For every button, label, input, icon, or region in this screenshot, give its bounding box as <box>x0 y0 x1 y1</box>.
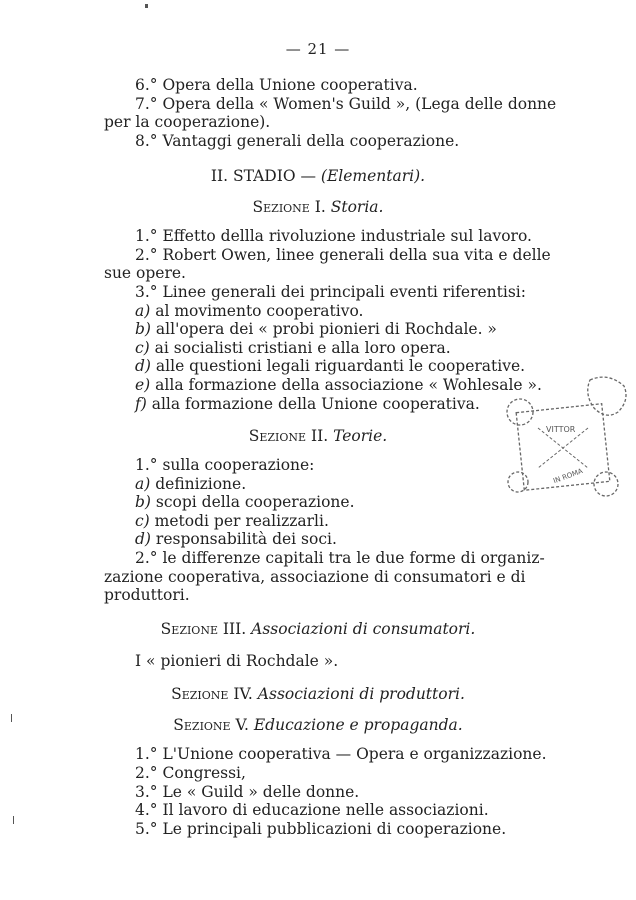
s2-item-1: 1.° sulla cooperazione: <box>135 456 315 474</box>
sub-text: metodi per realizzarli. <box>149 512 329 530</box>
scan-speck <box>13 816 14 824</box>
section-3-title: Associazioni di consumatori. <box>251 620 476 638</box>
scan-speck <box>145 4 148 8</box>
sub-text: al movimento cooperativo. <box>150 302 364 320</box>
s1-item-3: 3.° Linee generali dei principali eventi riferentisi: <box>135 283 526 301</box>
sub-text: definizione. <box>150 475 247 493</box>
item-6: 6.° Opera della Unione cooperativa. <box>135 76 418 94</box>
s5-item-5: 5.° Le principali pubblicazioni di cooperazione. <box>135 820 507 838</box>
sub-letter: f) <box>135 395 147 413</box>
s2-item-2-line2: zazione cooperativa, associazione di consumatori e di <box>104 568 526 586</box>
section-1-title: Storia. <box>330 198 384 216</box>
section-2-title: Teorie. <box>333 427 388 445</box>
s5-item-3: 3.° Le « Guild » delle donne. <box>135 783 360 801</box>
sub-text: alla formazione della associazione « Wohlesale ». <box>150 376 542 394</box>
section-4-label: Sezione IV. <box>171 685 258 703</box>
sub-letter: e) <box>135 376 151 394</box>
section-3-label: Sezione III. <box>160 620 252 638</box>
s1-sub-e <box>135 376 542 394</box>
stamp-text-top: VITTOR <box>546 425 576 434</box>
sub-letter: c) <box>135 339 150 357</box>
section-1-heading <box>0 198 636 216</box>
sub-text: responsabilità dei soci. <box>150 530 337 548</box>
sub-letter: b) <box>135 320 151 338</box>
section-4-heading <box>0 685 636 703</box>
s2-sub-d <box>135 530 337 548</box>
item-7-line2: per la cooperazione). <box>104 113 271 131</box>
sub-text: ai socialisti cristiani e alla loro opera. <box>149 339 451 357</box>
stadio-sub: (Elementari). <box>320 167 426 185</box>
s1-item-2-line1: 2.° Robert Owen, linee generali della sua vita e delle <box>135 246 551 264</box>
s2-sub-a <box>135 475 246 493</box>
sub-letter: a) <box>135 475 151 493</box>
s1-sub-a <box>135 302 363 320</box>
library-stamp <box>498 368 630 508</box>
sub-letter: a) <box>135 302 151 320</box>
s2-sub-b <box>135 493 355 511</box>
s1-sub-f <box>135 395 480 413</box>
section-2-label: Sezione II. <box>248 427 334 445</box>
item-7-line1: 7.° Opera della « Women's Guild », (Lega delle donne <box>135 95 557 113</box>
s5-item-4: 4.° Il lavoro di educazione nelle associazioni. <box>135 801 489 819</box>
s1-sub-b <box>135 320 497 338</box>
s1-item-2-line2: sue opere. <box>104 264 186 282</box>
sub-letter: d) <box>135 357 151 375</box>
sub-text: alla formazione della Unione cooperativa. <box>146 395 480 413</box>
s1-item-1: 1.° Effetto dellla rivoluzione industriale sul lavoro. <box>135 227 532 245</box>
section-5-title: Educazione e propaganda. <box>253 716 463 734</box>
item-8: 8.° Vantaggi generali della cooperazione. <box>135 132 460 150</box>
s5-item-2: 2.° Congressi, <box>135 764 246 782</box>
sub-text: alle questioni legali riguardanti le cooperative. <box>150 357 526 375</box>
sub-letter: b) <box>135 493 151 511</box>
stamp-text-bottom: IN ROMA <box>552 467 584 486</box>
s5-item-1: 1.° L'Unione cooperativa — Opera e organizzazione. <box>135 745 547 763</box>
section-5-heading <box>0 716 636 734</box>
sub-text: scopi della cooperazione. <box>150 493 355 511</box>
sub-text: all'opera dei « probi pionieri di Rochdale. » <box>150 320 497 338</box>
stadio-heading <box>0 167 636 185</box>
sub-letter: d) <box>135 530 151 548</box>
scan-speck <box>11 714 12 722</box>
s1-sub-c <box>135 339 451 357</box>
section-1-label: Sezione I. <box>252 198 331 216</box>
s2-sub-c <box>135 512 329 530</box>
s1-sub-d <box>135 357 525 375</box>
section-5-label: Sezione V. <box>173 716 254 734</box>
stamp-icon <box>498 368 630 508</box>
page-number: — 21 — <box>285 40 351 58</box>
sub-letter: c) <box>135 512 150 530</box>
stadio-label: II. STADIO — <box>210 167 321 185</box>
s2-item-2-line3: produttori. <box>104 586 190 604</box>
pionieri-line: I « pionieri di Rochdale ». <box>135 652 339 670</box>
section-3-heading <box>0 620 636 638</box>
section-4-title: Associazioni di produttori. <box>257 685 465 703</box>
s2-item-2-line1: 2.° le differenze capitali tra le due forme di organiz- <box>135 549 545 567</box>
